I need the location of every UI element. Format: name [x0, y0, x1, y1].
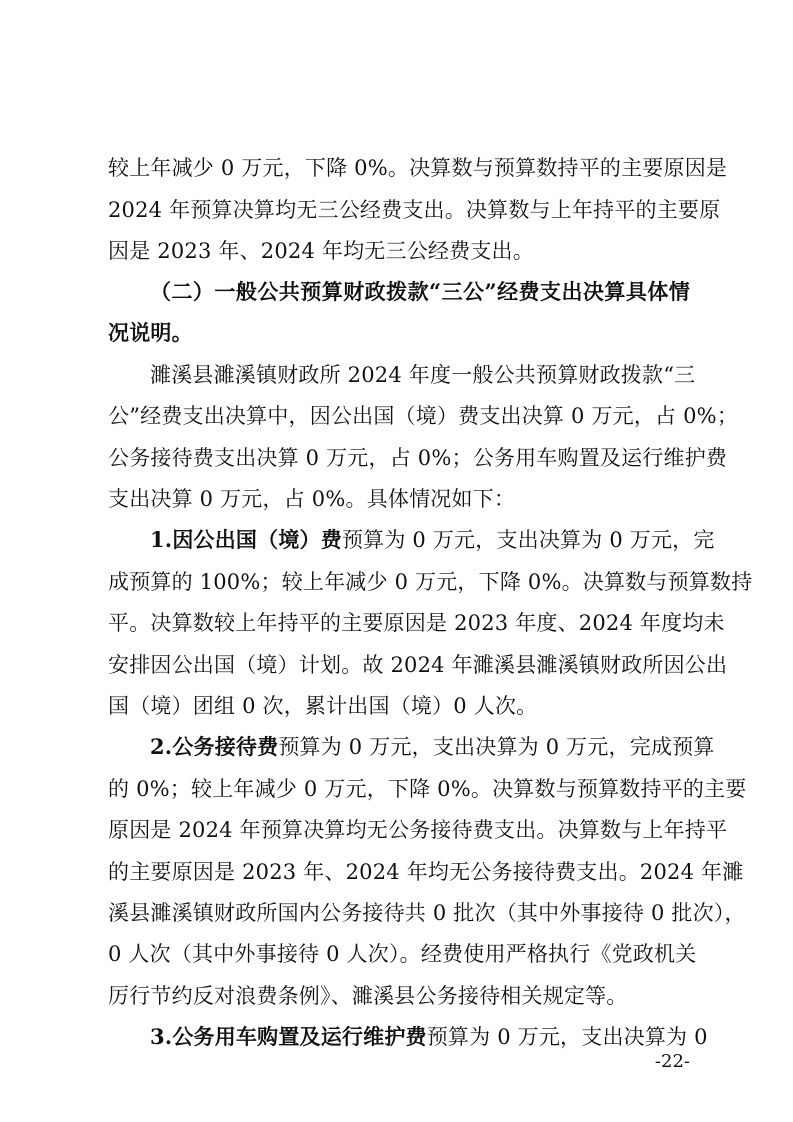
- paragraph-line: 的主要原因是 2023 年、2024 年均无公务接待费支出。2024 年濉: [108, 860, 744, 884]
- paragraph-line: 濉溪县濉溪镇财政所 2024 年度一般公共预算财政拨款“三: [150, 363, 696, 387]
- section-heading: （二）一般公共预算财政拨款“三公”经费支出决算具体情: [150, 279, 690, 304]
- paragraph-line: 公务接待费支出决算 0 万元，占 0%；公务用车购置及运行维护费: [108, 446, 728, 470]
- page-number: -22-: [654, 1051, 690, 1072]
- item-label: 3.公务用车购置及运行维护费: [150, 1024, 427, 1049]
- paragraph-line: 0 人次（其中外事接待 0 人次）。经费使用严格执行《党政机关: [108, 942, 697, 966]
- paragraph-line: 成预算的 100%；较上年减少 0 万元，下降 0%。决算数与预算数持: [108, 570, 753, 594]
- item-text: 预算为 0 万元，支出决算为 0: [426, 1025, 708, 1049]
- item-text: 预算为 0 万元，支出决算为 0 万元，完成预算: [278, 735, 715, 759]
- item-text: 预算为 0 万元，支出决算为 0 万元，完: [341, 528, 715, 552]
- paragraph-line: 安排因公出国（境）计划。故 2024 年濉溪县濉溪镇财政所因公出: [108, 653, 728, 677]
- item-label: 2.公务接待费: [150, 734, 279, 759]
- paragraph-line: 因是 2023 年、2024 年均无三公经费支出。: [108, 239, 534, 263]
- paragraph-line: 2024 年预算决算均无三公经费支出。决算数与上年持平的主要原: [108, 198, 721, 222]
- paragraph-line: 国（境）团组 0 次，累计出国（境）0 人次。: [108, 694, 538, 718]
- item-line: [150, 520, 715, 560]
- paragraph-line: 溪县濉溪镇财政所国内公务接待共 0 批次（其中外事接待 0 批次），: [108, 901, 746, 925]
- paragraph-line: 的 0%；较上年减少 0 万元，下降 0%。决算数与预算数持平的主要: [108, 777, 747, 801]
- paragraph-line: 公”经费支出决算中，因公出国（境）费支出决算 0 万元，占 0%；: [108, 404, 739, 428]
- item-line: [150, 727, 715, 767]
- item-label: 1.因公出国（境）费: [150, 527, 342, 552]
- paragraph-line: 较上年减少 0 万元，下降 0%。决算数与预算数持平的主要原因是: [108, 156, 728, 180]
- paragraph-line: 原因是 2024 年预算决算均无公务接待费支出。决算数与上年持平: [108, 818, 728, 842]
- paragraph-line: 厉行节约反对浪费条例》、濉溪县公务接待相关规定等。: [108, 984, 628, 1008]
- section-heading: 况说明。: [108, 320, 193, 345]
- item-line: [150, 1017, 708, 1057]
- paragraph-line: 支出决算 0 万元，占 0%。具体情况如下：: [108, 487, 516, 511]
- paragraph-line: 平。决算数较上年持平的主要原因是 2023 年度、2024 年度均未: [108, 611, 725, 635]
